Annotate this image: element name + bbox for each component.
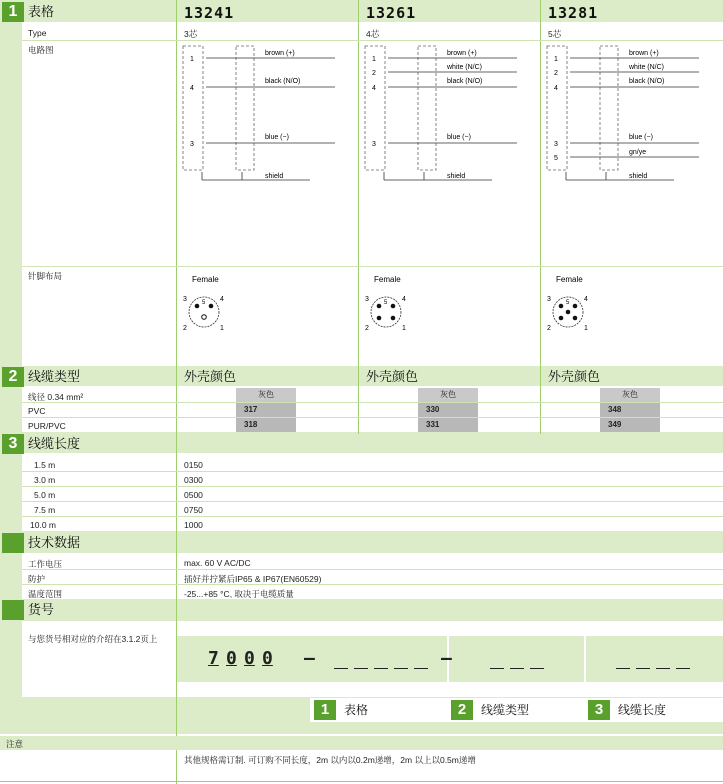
svg-text:shield: shield [447, 173, 466, 180]
product-type: 3芯 [184, 29, 198, 39]
length-code: 0500 [184, 490, 203, 500]
divider [358, 0, 359, 434]
order-separator: – [441, 648, 452, 669]
order-blank [676, 668, 690, 669]
svg-text:5: 5 [202, 300, 206, 306]
order-prefix-digit: 0 [244, 648, 255, 669]
gray-header: 灰色 [418, 388, 478, 402]
cable-row-label: PUR/PVC [28, 421, 66, 431]
order-separator: – [304, 648, 315, 669]
circuit-diagram [180, 42, 355, 192]
order-blank [354, 668, 368, 669]
product-code: 13281 [548, 4, 599, 22]
divider [540, 0, 541, 434]
order-blank [656, 668, 670, 669]
tech-marker [2, 533, 24, 553]
svg-text:1: 1 [584, 325, 588, 332]
cable-row-label: 线径 0.34 mm² [28, 392, 84, 402]
tech-label: 温度范围 [28, 589, 63, 599]
svg-text:4: 4 [554, 85, 558, 92]
length-label: 7.5 m [34, 505, 56, 515]
svg-text:white (N/C): white (N/C) [629, 64, 665, 71]
notes-text: 其他规格需订制. 可订购不同长度，2m 以内以0.2m递增，2m 以上以0.5m递增 [184, 755, 476, 765]
tech-value: 插好并拧紧后IP65 & IP67(EN60529) [184, 574, 322, 584]
circuit-label: 电路图 [28, 45, 54, 55]
order-prefix-digit: 7 [208, 648, 219, 669]
svg-text:2: 2 [365, 325, 369, 332]
svg-text:3: 3 [183, 296, 187, 303]
cable-code: 318 [236, 418, 296, 432]
pinout-diagram [362, 272, 422, 334]
svg-text:3: 3 [554, 141, 558, 148]
wire-label: black (N/O) [265, 78, 301, 85]
circuit-diagram [544, 42, 719, 192]
pin-number: 3 [190, 141, 194, 148]
length-code: 0150 [184, 460, 203, 470]
housing-color-label: 外壳颜色 [366, 369, 419, 384]
tech-title: 技术数据 [28, 535, 81, 550]
legend-number: 3 [588, 700, 610, 720]
length-label: 1.5 m [34, 460, 56, 470]
section-3-number: 3 [2, 434, 24, 454]
svg-text:3: 3 [547, 296, 551, 303]
pin-number: 4 [190, 85, 194, 92]
section-2-title: 线缆类型 [28, 369, 81, 384]
svg-text:5: 5 [566, 300, 570, 306]
svg-text:2: 2 [372, 70, 376, 77]
order-prefix-digit: 0 [226, 648, 237, 669]
cable-code: 331 [418, 418, 478, 432]
svg-text:brown (+): brown (+) [447, 50, 477, 57]
legend-number: 1 [314, 700, 336, 720]
length-area [22, 453, 723, 531]
svg-text:gn/ye: gn/ye [629, 149, 647, 156]
svg-text:2: 2 [183, 325, 187, 332]
length-code: 0300 [184, 475, 203, 485]
section-2-number: 2 [2, 367, 24, 387]
order-blank [616, 668, 630, 669]
wire-label: blue (−) [265, 134, 289, 141]
svg-text:2: 2 [554, 70, 558, 77]
length-label: 10.0 m [30, 520, 56, 530]
wire-label: shield [265, 173, 284, 180]
svg-text:3: 3 [372, 141, 376, 148]
svg-text:4: 4 [584, 296, 588, 303]
svg-text:Female: Female [556, 275, 583, 284]
svg-text:4: 4 [402, 296, 406, 303]
cable-code: 317 [236, 403, 296, 417]
pinout-label: 针脚布局 [28, 271, 63, 281]
notes-title: 注意 [6, 739, 24, 749]
pin-number: 1 [190, 56, 194, 63]
gray-header: 灰色 [236, 388, 296, 402]
svg-text:shield: shield [629, 173, 648, 180]
order-blank [636, 668, 650, 669]
order-blank [490, 668, 504, 669]
svg-text:black (N/O): black (N/O) [629, 78, 665, 85]
length-label: 3.0 m [34, 475, 56, 485]
svg-text:1: 1 [372, 56, 376, 63]
length-label: 5.0 m [34, 490, 56, 500]
svg-text:1: 1 [220, 325, 224, 332]
order-title: 货号 [28, 602, 55, 617]
svg-text:4: 4 [372, 85, 376, 92]
pinout-diagram [544, 272, 604, 334]
row-divider [22, 266, 723, 267]
order-blank [414, 668, 428, 669]
product-type: 4芯 [366, 29, 380, 39]
section-1-number: 1 [2, 2, 24, 22]
svg-text:5: 5 [384, 300, 388, 306]
svg-text:5: 5 [554, 155, 558, 162]
svg-text:4: 4 [220, 296, 224, 303]
cable-row-label: PVC [28, 406, 46, 416]
wire-label: brown (+) [265, 50, 295, 57]
svg-text:brown (+): brown (+) [629, 50, 659, 57]
length-code: 0750 [184, 505, 203, 515]
product-type: 5芯 [548, 29, 562, 39]
svg-text:blue (−): blue (−) [629, 134, 653, 141]
order-blank [510, 668, 524, 669]
svg-text:1: 1 [554, 56, 558, 63]
order-blank [334, 668, 348, 669]
tech-value: max. 60 V AC/DC [184, 558, 251, 568]
tech-area [22, 553, 723, 599]
row-divider [22, 40, 723, 41]
section-3-title: 线缆长度 [28, 436, 81, 451]
svg-text:3: 3 [365, 296, 369, 303]
svg-text:Female: Female [374, 275, 401, 284]
cable-code: 349 [600, 418, 660, 432]
housing-color-label: 外壳颜色 [184, 369, 237, 384]
housing-color-label: 外壳颜色 [548, 369, 601, 384]
order-note: 与您货号相对应的介绍在3.1.2页上 [28, 634, 158, 644]
order-marker [2, 600, 24, 620]
pinout-diagram [180, 272, 240, 334]
product-code: 13241 [184, 4, 235, 22]
length-code: 1000 [184, 520, 203, 530]
order-blank [394, 668, 408, 669]
svg-text:blue (−): blue (−) [447, 134, 471, 141]
svg-text:white (N/C): white (N/C) [447, 64, 483, 71]
svg-text:black (N/O): black (N/O) [447, 78, 483, 85]
cable-code: 348 [600, 403, 660, 417]
tech-label: 防护 [28, 574, 46, 584]
circuit-diagram [362, 42, 537, 192]
svg-text:2: 2 [547, 325, 551, 332]
svg-text:1: 1 [402, 325, 406, 332]
legend-label: 线缆类型 [481, 703, 530, 717]
product-code: 13261 [366, 4, 417, 22]
legend-label: 线缆长度 [618, 703, 667, 717]
legend-label: 表格 [344, 703, 369, 717]
section-1-title: 表格 [28, 4, 55, 19]
order-blank [374, 668, 388, 669]
gray-header: 灰色 [600, 388, 660, 402]
cable-code: 330 [418, 403, 478, 417]
svg-text:Female: Female [192, 275, 219, 284]
type-label: Type [28, 28, 47, 38]
legend-number: 2 [451, 700, 473, 720]
order-prefix-digit: 0 [262, 648, 273, 669]
order-blank [530, 668, 544, 669]
tech-value: -25...+85 °C, 取决于电缆质量 [184, 589, 294, 599]
tech-label: 工作电压 [28, 559, 63, 569]
